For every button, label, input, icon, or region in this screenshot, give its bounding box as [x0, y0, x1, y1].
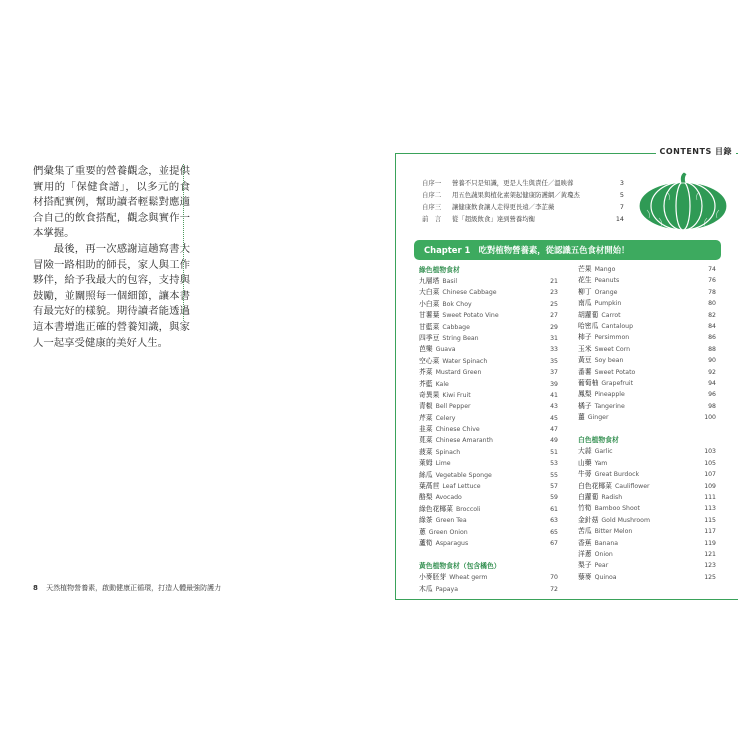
entry-page-number: 63 [550, 517, 558, 525]
toc-entry[interactable] [419, 299, 558, 310]
intro-page: 14 [615, 215, 624, 223]
entry-chinese-name: 小白菜 [419, 299, 440, 308]
entry-page-number: 29 [550, 323, 558, 331]
entry-english-name: Chinese Amaranth [435, 437, 493, 445]
entry-page-number: 111 [704, 494, 716, 502]
entry-english-name: Sweet Potato Vine [442, 312, 499, 320]
entry-english-name: Sweet Corn [594, 345, 631, 353]
entry-english-name: Spinach [435, 448, 461, 456]
toc-entry[interactable] [578, 378, 716, 389]
entry-english-name: Vegetable Sponge [435, 471, 492, 479]
entry-english-name: Celery [435, 414, 456, 422]
toc-entry[interactable] [578, 481, 716, 492]
toc-entry[interactable] [578, 287, 716, 298]
entry-chinese-name: 哈密瓜 [578, 321, 599, 330]
entry-english-name: Green Onion [428, 528, 468, 536]
entry-chinese-name: 酪梨 [419, 493, 433, 502]
toc-entry[interactable] [419, 447, 558, 458]
entry-english-name: Bok Choy [442, 300, 472, 308]
toc-entry[interactable] [419, 481, 558, 492]
entry-chinese-name: 蘆筍 [419, 538, 433, 547]
toc-entry[interactable] [578, 458, 716, 469]
entry-english-name: String Bean [442, 334, 479, 342]
entry-chinese-name: 牛蒡 [578, 470, 592, 479]
entry-chinese-name: 花生 [578, 276, 592, 285]
toc-entry[interactable] [578, 298, 716, 309]
entry-english-name: Ginger [587, 414, 609, 422]
entry-page-number: 23 [550, 289, 558, 297]
entry-chinese-name: 竹筍 [578, 504, 592, 513]
toc-entry[interactable] [419, 356, 558, 367]
entry-english-name: Pineapple [594, 391, 625, 399]
intro-title: 營養不只是知識，更是人生與責任／溫映蓉 [452, 179, 574, 187]
dotted-divider [183, 164, 184, 321]
entry-chinese-name: 芭樂 [419, 345, 433, 354]
entry-english-name: Orange [594, 288, 618, 296]
entry-page-number: 107 [704, 471, 716, 479]
entry-page-number: 33 [550, 346, 558, 354]
entry-english-name: Tangerine [594, 402, 625, 410]
entry-english-name: Grapefruit [601, 379, 634, 387]
entry-page-number: 125 [704, 573, 716, 581]
entry-chinese-name: 白色花椰菜 [578, 481, 612, 490]
toc-entry[interactable] [578, 469, 716, 480]
entry-chinese-name: 綠茶 [419, 516, 433, 525]
entry-english-name: Cantaloup [601, 322, 633, 330]
entry-chinese-name: 梨子 [578, 561, 592, 570]
toc-entry[interactable] [419, 276, 558, 287]
entry-chinese-name: 橘子 [578, 401, 592, 410]
entry-chinese-name: 木瓜 [419, 584, 433, 593]
entry-page-number: 103 [704, 448, 716, 456]
toc-entry[interactable] [578, 515, 716, 526]
entry-page-number: 96 [708, 391, 716, 399]
intro-page: 7 [619, 203, 624, 211]
entry-page-number: 94 [708, 379, 716, 387]
entry-chinese-name: 苦瓜 [578, 527, 592, 536]
toc-intro-item[interactable] [422, 189, 624, 201]
entry-english-name: Cauliflower [614, 482, 650, 490]
entry-english-name: Bell Pepper [435, 403, 471, 411]
entry-english-name: Papaya [435, 585, 459, 593]
entry-chinese-name: 胡蘿蔔 [578, 310, 599, 319]
entry-page-number: 61 [550, 505, 558, 513]
toc-entry[interactable] [578, 446, 716, 457]
entry-english-name: Peanuts [594, 277, 620, 285]
entry-page-number: 84 [708, 322, 716, 330]
toc-entry[interactable] [578, 549, 716, 560]
toc-entry[interactable] [578, 572, 716, 583]
entry-chinese-name: 柿子 [578, 333, 592, 342]
entry-english-name: Pumpkin [594, 300, 622, 308]
entry-english-name: Radish [601, 494, 623, 502]
spacer [578, 423, 716, 434]
toc-entry[interactable] [419, 458, 558, 469]
entry-page-number: 72 [550, 585, 558, 593]
entry-chinese-name: 甘薯葉 [419, 311, 440, 320]
entry-english-name: Basil [442, 278, 458, 285]
intro-title: 讓健康飲食讓人走得更長遠／李芷薇 [452, 203, 555, 211]
toc-entry[interactable] [419, 390, 558, 401]
entry-english-name: Garlic [594, 448, 613, 456]
preface-paragraph-1: 們彙集了重要的營養觀念，並提供實用的「保健食譜」，以多元的食材搭配實例，幫助讀者輕鬆對應適合自己的飲食搭配，觀念與實作一本掌握。 [33, 165, 190, 240]
entry-chinese-name: 絲瓜 [419, 470, 433, 479]
entry-page-number: 49 [550, 437, 558, 445]
entry-english-name: Soy bean [594, 357, 624, 365]
entry-page-number: 21 [550, 278, 558, 285]
toc-intro-item[interactable] [422, 201, 624, 213]
entry-english-name: Broccoli [455, 505, 481, 513]
toc-entry[interactable] [419, 538, 558, 549]
entry-page-number: 78 [708, 288, 716, 296]
entry-english-name: Great Burdock [594, 471, 640, 479]
intro-page: 3 [619, 179, 624, 187]
running-title: 天然植物營養素，啟動健康正循環，打造人體最強防護力 [46, 584, 222, 592]
toc-entry[interactable] [578, 332, 716, 343]
entry-english-name: Carrot [601, 311, 621, 319]
toc-entry[interactable] [419, 572, 558, 583]
entry-chinese-name: 香蕉 [578, 538, 592, 547]
entry-chinese-name: 柳丁 [578, 287, 592, 296]
entry-chinese-name: 洋蔥 [578, 549, 592, 558]
entry-english-name: Kiwi Fruit [442, 391, 471, 399]
toc-entry[interactable] [578, 538, 716, 549]
entry-english-name: Banana [594, 539, 619, 547]
toc-entry[interactable] [419, 379, 558, 390]
entry-chinese-name: 芹菜 [419, 413, 433, 422]
entry-page-number: 67 [550, 539, 558, 547]
entry-english-name: Sweet Potato [594, 368, 636, 376]
entry-page-number: 31 [550, 334, 558, 342]
toc-entry[interactable] [419, 401, 558, 412]
entry-page-number: 25 [550, 300, 558, 308]
entry-page-number: 35 [550, 357, 558, 365]
contents-heading: CONTENTS 目錄 [656, 146, 737, 157]
entry-page-number: 88 [708, 345, 716, 353]
toc-entry[interactable] [578, 526, 716, 537]
entry-page-number: 57 [550, 483, 558, 491]
toc-category-heading: 黃色植物食材（包含橘色） [419, 562, 501, 571]
toc-entry[interactable] [578, 492, 716, 503]
entry-chinese-name: 空心菜 [419, 356, 440, 365]
entry-english-name: Lime [435, 460, 451, 468]
toc-intro-item[interactable] [422, 213, 624, 225]
entry-page-number: 86 [708, 334, 716, 342]
entry-chinese-name: 南瓜 [578, 299, 592, 308]
entry-chinese-name: 大蒜 [578, 447, 592, 456]
entry-page-number: 123 [704, 562, 716, 570]
entry-page-number: 115 [704, 516, 716, 524]
entry-english-name: Asparagus [435, 539, 469, 547]
preface-text [33, 164, 190, 351]
entry-english-name: Pear [594, 562, 609, 570]
toc-entry[interactable] [419, 504, 558, 515]
entry-page-number: 92 [708, 368, 716, 376]
entry-page-number: 98 [708, 402, 716, 410]
entry-english-name: Chinese Cabbage [442, 289, 497, 297]
entry-english-name: Bamboo Shoot [594, 505, 640, 513]
toc-entry[interactable] [419, 333, 558, 344]
toc-entry[interactable] [578, 367, 716, 378]
entry-chinese-name: 山藥 [578, 458, 592, 467]
toc-entry[interactable] [419, 584, 558, 595]
toc-intro-item[interactable] [422, 177, 624, 189]
entry-english-name: Onion [594, 550, 613, 558]
entry-page-number: 37 [550, 369, 558, 377]
toc-column-left [419, 264, 558, 595]
entry-english-name: Bitter Melon [594, 528, 633, 536]
entry-page-number: 90 [708, 357, 716, 365]
toc-entry[interactable] [419, 287, 558, 298]
entry-english-name: Chinese Chive [435, 426, 480, 434]
toc-entry[interactable] [419, 515, 558, 526]
intro-label: 自序一 [422, 179, 442, 187]
toc-category-heading: 綠色植物食材 [419, 266, 460, 274]
entry-page-number: 113 [704, 505, 716, 513]
entry-page-number: 119 [704, 539, 716, 547]
toc-entry[interactable] [419, 424, 558, 435]
entry-chinese-name: 番薯 [578, 367, 592, 376]
entry-english-name: Mango [594, 266, 616, 273]
intro-title: 用五色蔬果與植化素架起健康防護網／黃瓊杰 [452, 191, 580, 199]
entry-english-name: Gold Mushroom [601, 516, 650, 524]
toc-entry[interactable] [578, 344, 716, 355]
entry-english-name: Green Tea [435, 517, 467, 525]
entry-page-number: 105 [704, 459, 716, 467]
chapter-banner[interactable]: Chapter 1 吃對植物營養素，從認識五色食材開始！ [414, 240, 721, 260]
entry-english-name: Kale [435, 380, 449, 388]
toc-entry[interactable] [578, 264, 716, 275]
entry-chinese-name: 薑 [578, 413, 585, 422]
entry-chinese-name: 芥菜 [419, 368, 433, 377]
entry-chinese-name: 萊姆 [419, 459, 433, 468]
entry-chinese-name: 奇異果 [419, 390, 440, 399]
toc-entry[interactable] [419, 527, 558, 538]
entry-english-name: Guava [435, 346, 456, 354]
entry-chinese-name: 黃豆 [578, 356, 592, 365]
entry-page-number: 59 [550, 494, 558, 502]
toc-column-right [578, 264, 716, 583]
toc-entry[interactable] [578, 310, 716, 321]
toc-entry[interactable] [419, 310, 558, 321]
entry-chinese-name: 金針菇 [578, 515, 599, 524]
toc-entry[interactable] [419, 413, 558, 424]
entry-page-number: 47 [550, 426, 558, 434]
entry-chinese-name: 青椒 [419, 402, 433, 411]
entry-chinese-name: 白蘿蔔 [578, 493, 599, 502]
toc-entry[interactable] [578, 401, 716, 412]
entry-chinese-name: 芥藍 [419, 379, 433, 388]
entry-page-number: 41 [550, 391, 558, 399]
entry-english-name: Persimmon [594, 334, 630, 342]
entry-page-number: 76 [708, 277, 716, 285]
entry-english-name: Yam [594, 459, 608, 467]
entry-chinese-name: 甘藍菜 [419, 322, 440, 331]
intro-title: 從「超級飲食」達到營養均衡 [452, 215, 536, 223]
entry-page-number: 65 [550, 528, 558, 536]
toc-entry[interactable] [578, 503, 716, 514]
entry-page-number: 45 [550, 414, 558, 422]
toc-entry[interactable] [419, 344, 558, 355]
entry-page-number: 55 [550, 471, 558, 479]
toc-entry[interactable] [578, 275, 716, 286]
entry-chinese-name: 藜麥 [578, 572, 592, 581]
entry-page-number: 70 [550, 574, 558, 582]
entry-chinese-name: 大白菜 [419, 288, 440, 297]
entry-chinese-name: 葡萄柚 [578, 378, 599, 387]
toc-entry[interactable] [419, 492, 558, 503]
entry-english-name: Cabbage [442, 323, 470, 331]
toc-entry[interactable] [578, 412, 716, 423]
toc-entry[interactable] [419, 367, 558, 378]
entry-page-number: 53 [550, 460, 558, 468]
entry-english-name: Water Spinach [442, 357, 488, 365]
entry-chinese-name: 綠色花椰菜 [419, 504, 453, 513]
toc-entry[interactable] [419, 435, 558, 446]
entry-chinese-name: 鳳梨 [578, 390, 592, 399]
entry-english-name: Leaf Lettuce [442, 483, 481, 491]
entry-page-number: 27 [550, 312, 558, 320]
toc-entry[interactable] [578, 560, 716, 571]
entry-chinese-name: 芒果 [578, 265, 592, 273]
toc-entry[interactable] [419, 322, 558, 333]
entry-chinese-name: 莧菜 [419, 436, 433, 445]
entry-chinese-name: 小麥胚芽 [419, 573, 447, 582]
toc-entry[interactable] [578, 355, 716, 366]
page-number: 8 [33, 584, 38, 592]
entry-page-number: 82 [708, 311, 716, 319]
entry-english-name: Avocado [435, 494, 462, 502]
intro-label: 前 言 [422, 215, 442, 223]
entry-chinese-name: 玉米 [578, 344, 592, 353]
entry-english-name: Mustard Green [435, 369, 482, 377]
page-footer [33, 583, 221, 593]
entry-chinese-name: 菠菜 [419, 447, 433, 456]
pumpkin-icon [637, 170, 729, 232]
entry-page-number: 121 [704, 550, 716, 558]
entry-page-number: 74 [708, 266, 716, 273]
toc-category-heading: 白色植物食材 [578, 436, 619, 445]
preface-paragraph-2: 最後，再一次感謝這趟寫書大冒險一路相助的師長，家人與工作夥伴，給予我最大的包容，支持與鼓勵，並關照每一個細節，讓本書有最完好的樣貌。期待讀者能透過這本書增進正確的營養知識，與家人一起享受健康的美好人生。 [33, 242, 190, 349]
toc-entry[interactable] [419, 470, 558, 481]
entry-page-number: 43 [550, 403, 558, 411]
entry-page-number: 117 [704, 528, 716, 536]
entry-page-number: 51 [550, 448, 558, 456]
toc-entry[interactable] [578, 389, 716, 400]
toc-intro-list [422, 177, 624, 225]
entry-page-number: 80 [708, 300, 716, 308]
entry-chinese-name: 九層塔 [419, 277, 440, 285]
intro-label: 自序二 [422, 191, 442, 199]
intro-label: 自序三 [422, 203, 442, 211]
entry-page-number: 39 [550, 380, 558, 388]
entry-chinese-name: 韭菜 [419, 425, 433, 434]
entry-chinese-name: 蔥 [419, 527, 426, 536]
spacer [419, 549, 558, 560]
entry-english-name: Quinoa [594, 573, 617, 581]
entry-page-number: 109 [704, 482, 716, 490]
entry-english-name: Wheat germ [449, 574, 488, 582]
intro-page: 5 [619, 191, 624, 199]
toc-entry[interactable] [578, 321, 716, 332]
entry-chinese-name: 四季豆 [419, 333, 440, 342]
entry-chinese-name: 葉萵苣 [419, 482, 440, 491]
entry-page-number: 100 [704, 414, 716, 422]
